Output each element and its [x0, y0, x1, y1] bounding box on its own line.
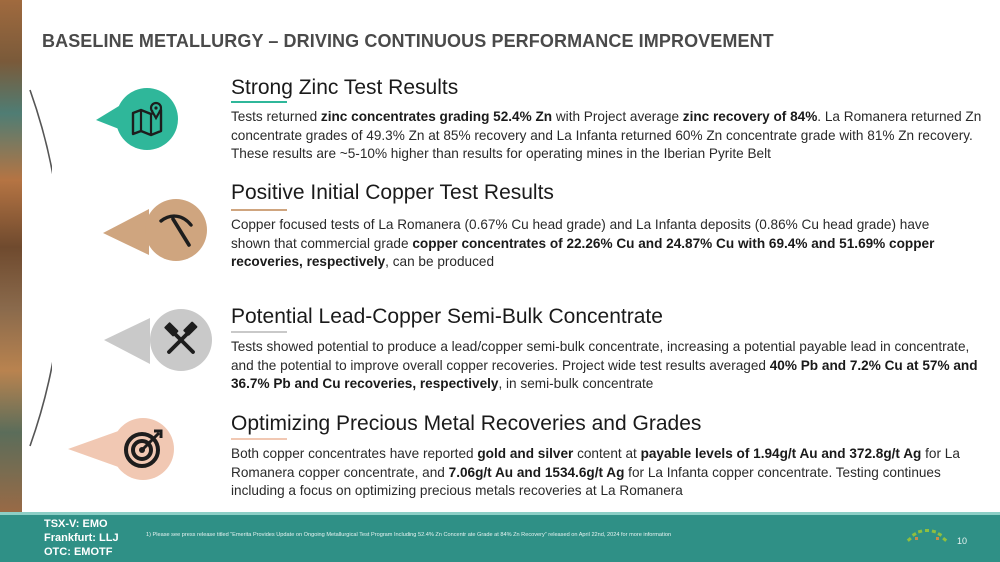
- pickaxe-icon: [145, 199, 207, 261]
- highlight-text: copper concentrates of 22.26% Cu and 24.87% Cu with 69.4% and 51.69% copper recoveries, respectively: [231, 235, 935, 269]
- body-text: for La Infanta copper concentrate. Testing continues including a focus on optimizing precious metals recoveries at La Romanera: [231, 464, 941, 498]
- highlight-text: payable levels of 1.94g/t Au and 372.8g/t Ag: [640, 446, 922, 461]
- pointer-arrow-3: [104, 318, 150, 364]
- section-title-zinc: Strong Zinc Test Results: [231, 76, 459, 99]
- body-text: , in semi-bulk concentrate: [498, 376, 654, 391]
- target-icon: [112, 418, 174, 480]
- title-underline: [231, 438, 287, 440]
- ticker-frankfurt: Frankfurt: LLJ: [44, 532, 119, 544]
- section-body-lead-copper: [231, 338, 981, 394]
- section-title-lead-copper: Potential Lead-Copper Semi-Bulk Concentrate: [231, 305, 663, 328]
- bracket-arc: [12, 88, 52, 448]
- title-underline: [231, 209, 287, 211]
- crossed-hammers-icon: [150, 309, 212, 371]
- body-text: Copper focused tests of La Romanera (0.67% Cu head grade) and La Infanta deposits (0.86% Cu head grade) have shown that commercial grade: [231, 217, 930, 251]
- body-text: with Project average: [552, 109, 683, 124]
- pointer-arrow-2: [103, 209, 149, 255]
- highlight-text: 40% Pb and 7.2% Cu at 57% and 36.7% Pb and Cu recoveries, respectively: [231, 357, 978, 391]
- title-underline: [231, 331, 287, 333]
- footer-bar: [0, 515, 1000, 562]
- page-title: BASELINE METALLURGY – DRIVING CONTINUOUS PERFORMANCE IMPROVEMENT: [42, 31, 774, 51]
- highlight-text: zinc recovery of 84%: [682, 109, 818, 124]
- section-title-copper: Positive Initial Copper Test Results: [231, 181, 554, 204]
- section-body-copper: [231, 216, 941, 272]
- ticker-tsxv: TSX-V: EMO: [44, 518, 108, 530]
- map-pin-icon: [116, 88, 178, 150]
- footnote: 1) Please see press release titled “Emerita Provides Update on Ongoing Metallurgical Test Program Including 52.4% Zn Concentr ate Grade at 84% Zn Recovery” released on April 22nd, 2024 for more information: [146, 532, 672, 538]
- title-underline: [231, 101, 287, 103]
- body-text: . La Romanera returned Zn concentrate grades of 49.3% Zn at 85% recovery and La Infanta returned 60% Zn concentrate grade with 81% Zn recovery. These results are ~5-10% higher than results for operating mines in the Iberian Pyrite Belt: [231, 109, 982, 161]
- section-body-precious-metals: [231, 445, 991, 501]
- body-text: Tests returned: [231, 109, 321, 124]
- highlight-text: gold and silver: [477, 446, 574, 461]
- body-text: for La Romanera copper concentrate, and: [231, 446, 960, 480]
- ticker-otc: OTC: EMOTF: [44, 546, 113, 558]
- body-text: Both copper concentrates have reported: [231, 446, 478, 461]
- company-logo: [905, 524, 949, 548]
- section-body-zinc: [231, 108, 991, 164]
- body-text: Tests showed potential to produce a lead/copper semi-bulk concentrate, increasing a potential payable lead in concentrate, and the potential to improve overall copper recoveries. Project wide test results averaged: [231, 339, 970, 373]
- body-text: content at: [573, 446, 641, 461]
- section-title-precious-metals: Optimizing Precious Metal Recoveries and Grades: [231, 412, 702, 435]
- body-text: , can be produced: [385, 254, 495, 269]
- highlight-text: 7.06g/t Au and 1534.6g/t Ag: [448, 464, 625, 480]
- page-number: 10: [957, 536, 968, 546]
- highlight-text: zinc concentrates grading 52.4% Zn: [320, 109, 553, 124]
